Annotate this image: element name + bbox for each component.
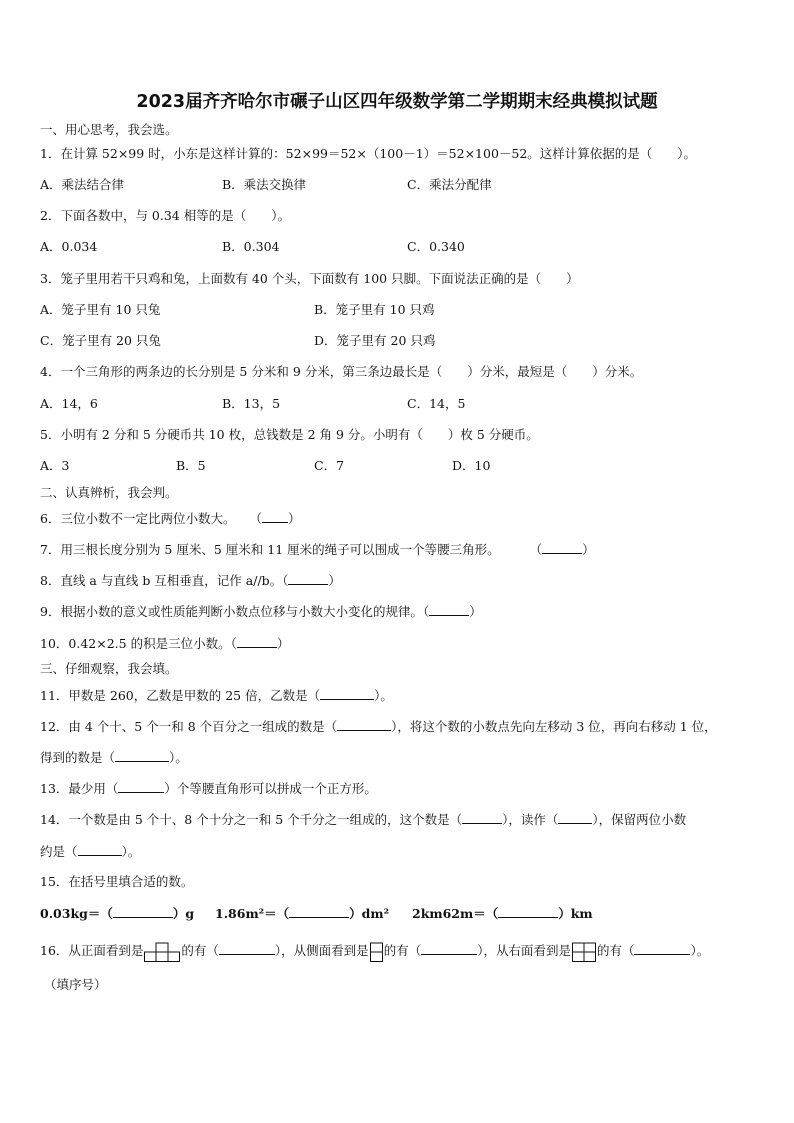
- question-14-text-2: ），读作（: [502, 812, 559, 827]
- q5-option-c: C．7: [314, 458, 345, 473]
- front-view-figure: [144, 942, 180, 962]
- q3-option-c: C．笼子里有 20 只兔: [40, 333, 161, 348]
- q15-item-2-text: 1.86m²＝（: [215, 906, 290, 921]
- question-3: 3．笼子里用若干只鸡和兔，上面数有 40 个头，下面数有 100 只脚。下面说法正确的是（ ）: [40, 271, 579, 286]
- q2-option-c: C．0.340: [407, 239, 465, 254]
- q4-option-c: C．14，5: [407, 396, 466, 411]
- section-heading: 二、认真辨析，我会判。: [40, 485, 178, 500]
- q1-option-b: B．乘法交换律: [222, 177, 307, 192]
- question-12: [40, 718, 717, 735]
- answer-blank[interactable]: [558, 811, 592, 824]
- question-16-note: （填序号）: [44, 977, 107, 992]
- question-12-cont: [40, 749, 188, 766]
- q3-option-b: B．笼子里有 10 只鸡: [314, 302, 435, 317]
- paren-open: （: [529, 542, 543, 557]
- answer-blank[interactable]: [118, 780, 164, 793]
- paren-close: ）: [287, 511, 301, 526]
- question-16-text-6: 的有（: [596, 943, 635, 958]
- question-16-text-3: ），从侧面看到是: [274, 943, 369, 958]
- question-16: [40, 941, 709, 962]
- question-13-text-2: ）个等腰直角形可以拼成一个正方形。: [164, 781, 377, 796]
- question-11-text: 11．甲数是 260，乙数是甲数的 25 倍，乙数是（: [40, 688, 321, 703]
- section-heading: 三、仔细观察，我会填。: [40, 661, 178, 676]
- question-15-item-1: [40, 905, 194, 922]
- question-14-text-5: ）。: [121, 844, 141, 859]
- paren-close: ）: [469, 604, 482, 619]
- question-12-text-4: ）。: [169, 750, 188, 765]
- q15-item-1-text: 0.03kg＝（: [40, 906, 113, 921]
- question-14-text: 14．一个数是由 5 个十、8 个十分之一和 5 个千分之一组成的，这个数是（: [40, 812, 463, 827]
- side-view-figure: [370, 942, 383, 962]
- question-9-text: 9．根据小数的意义或性质能判断小数点位移与小数大小变化的规律。（: [40, 604, 430, 619]
- right-view-figure: [572, 942, 596, 962]
- question-13-text: 13．最少用（: [40, 781, 119, 796]
- q5-option-b: B．5: [176, 458, 206, 473]
- question-14-text-3: ），保留两位小数: [592, 812, 687, 827]
- answer-blank[interactable]: [320, 687, 374, 700]
- question-1: 1．在计算 52×99 时，小东是这样计算的：52×99＝52×（100－1）＝52×100－52。这样计算依据的是（ ）。: [40, 146, 697, 161]
- question-16-text: 16．从正面看到是: [40, 943, 144, 958]
- question-14-cont: [40, 843, 140, 860]
- answer-blank[interactable]: [219, 942, 275, 955]
- answer-blank[interactable]: [337, 718, 391, 731]
- question-2: 2．下面各数中，与 0.34 相等的是（ ）。: [40, 208, 290, 223]
- page-title: 2023届齐齐哈尔市碾子山区四年级数学第二学期期末经典模拟试题: [136, 92, 658, 112]
- q3-option-d: D．笼子里有 20 只鸡: [314, 333, 436, 348]
- question-7-text: 7．用三根长度分别为 5 厘米、5 厘米和 11 厘米的绳子可以围成一个等腰三角形。: [40, 542, 500, 557]
- question-9: [40, 603, 482, 620]
- question-10: [40, 635, 289, 652]
- q2-option-b: B．0.304: [222, 239, 280, 254]
- question-12-text-2: ），将这个数的小数点先向左移动 3 位，再向右移动 1 位，: [391, 719, 717, 734]
- answer-blank[interactable]: [115, 749, 169, 762]
- q1-option-a: A．乘法结合律: [40, 177, 125, 192]
- question-13: [40, 780, 377, 797]
- question-16-text-7: ）。: [690, 943, 710, 958]
- question-16-text-2: 的有（: [181, 943, 219, 958]
- question-7: [40, 541, 595, 558]
- question-8: [40, 572, 341, 589]
- q15-item-1-unit: ）g: [172, 906, 195, 921]
- answer-blank[interactable]: [288, 572, 328, 585]
- answer-blank[interactable]: [78, 843, 122, 856]
- question-10-text: 10．0.42×2.5 的积是三位小数。（: [40, 636, 237, 651]
- q4-option-a: A．14，6: [40, 396, 98, 411]
- question-12-text-3: 得到的数是（: [40, 750, 116, 765]
- question-4: 4．一个三角形的两条边的长分别是 5 分米和 9 分米，第三条边最长是（ ）分米，最短是（ ）分米。: [40, 364, 643, 379]
- question-8-text: 8．直线 a 与直线 b 互相垂直，记作 a//b。（: [40, 573, 289, 588]
- q1-option-c: C．乘法分配律: [407, 177, 492, 192]
- answer-blank[interactable]: [498, 905, 558, 918]
- question-14: [40, 811, 686, 828]
- answer-blank[interactable]: [237, 635, 277, 648]
- paren-close: ）。: [374, 688, 393, 703]
- paren-close: ）: [582, 542, 595, 557]
- question-15-item-2: [215, 905, 389, 922]
- answer-blank[interactable]: [113, 905, 173, 918]
- question-15-item-3: [412, 905, 593, 922]
- question-11: [40, 687, 393, 704]
- question-16-text-5: ），从右面看到是: [477, 943, 571, 958]
- answer-blank[interactable]: [462, 811, 502, 824]
- q15-item-3-unit: ）km: [558, 906, 593, 921]
- paren-open: （: [249, 511, 262, 526]
- question-5: 5．小明有 2 分和 5 分硬币共 10 枚，总钱数是 2 角 9 分。小明有（ ）枚 5 分硬币。: [40, 427, 539, 442]
- question-14-text-4: 约是（: [40, 844, 78, 859]
- q5-option-d: D．10: [452, 458, 491, 473]
- q2-option-a: A．0.034: [40, 239, 98, 254]
- answer-blank[interactable]: [421, 942, 477, 955]
- q5-option-a: A．3: [40, 458, 70, 473]
- q15-item-2-unit: ）dm²: [349, 906, 390, 921]
- section-heading: 一、用心思考，我会选。: [40, 122, 178, 137]
- paren-close: ）: [328, 573, 341, 588]
- q4-option-b: B．13，5: [222, 396, 281, 411]
- q15-item-3-text: 2km62m＝（: [412, 906, 499, 921]
- answer-blank[interactable]: [262, 510, 288, 523]
- answer-blank[interactable]: [634, 942, 690, 955]
- q3-option-a: A．笼子里有 10 只兔: [40, 302, 161, 317]
- answer-blank[interactable]: [289, 905, 349, 918]
- question-6: [40, 510, 301, 527]
- answer-blank[interactable]: [542, 541, 582, 554]
- question-6-text: 6．三位小数不一定比两位小数大。: [40, 511, 236, 526]
- question-15: 15．在括号里填合适的数。: [40, 874, 194, 889]
- question-12-text: 12．由 4 个十、5 个一和 8 个百分之一组成的数是（: [40, 719, 338, 734]
- paren-close: ）: [276, 636, 290, 651]
- question-16-text-4: 的有（: [383, 943, 422, 958]
- answer-blank[interactable]: [429, 603, 469, 616]
